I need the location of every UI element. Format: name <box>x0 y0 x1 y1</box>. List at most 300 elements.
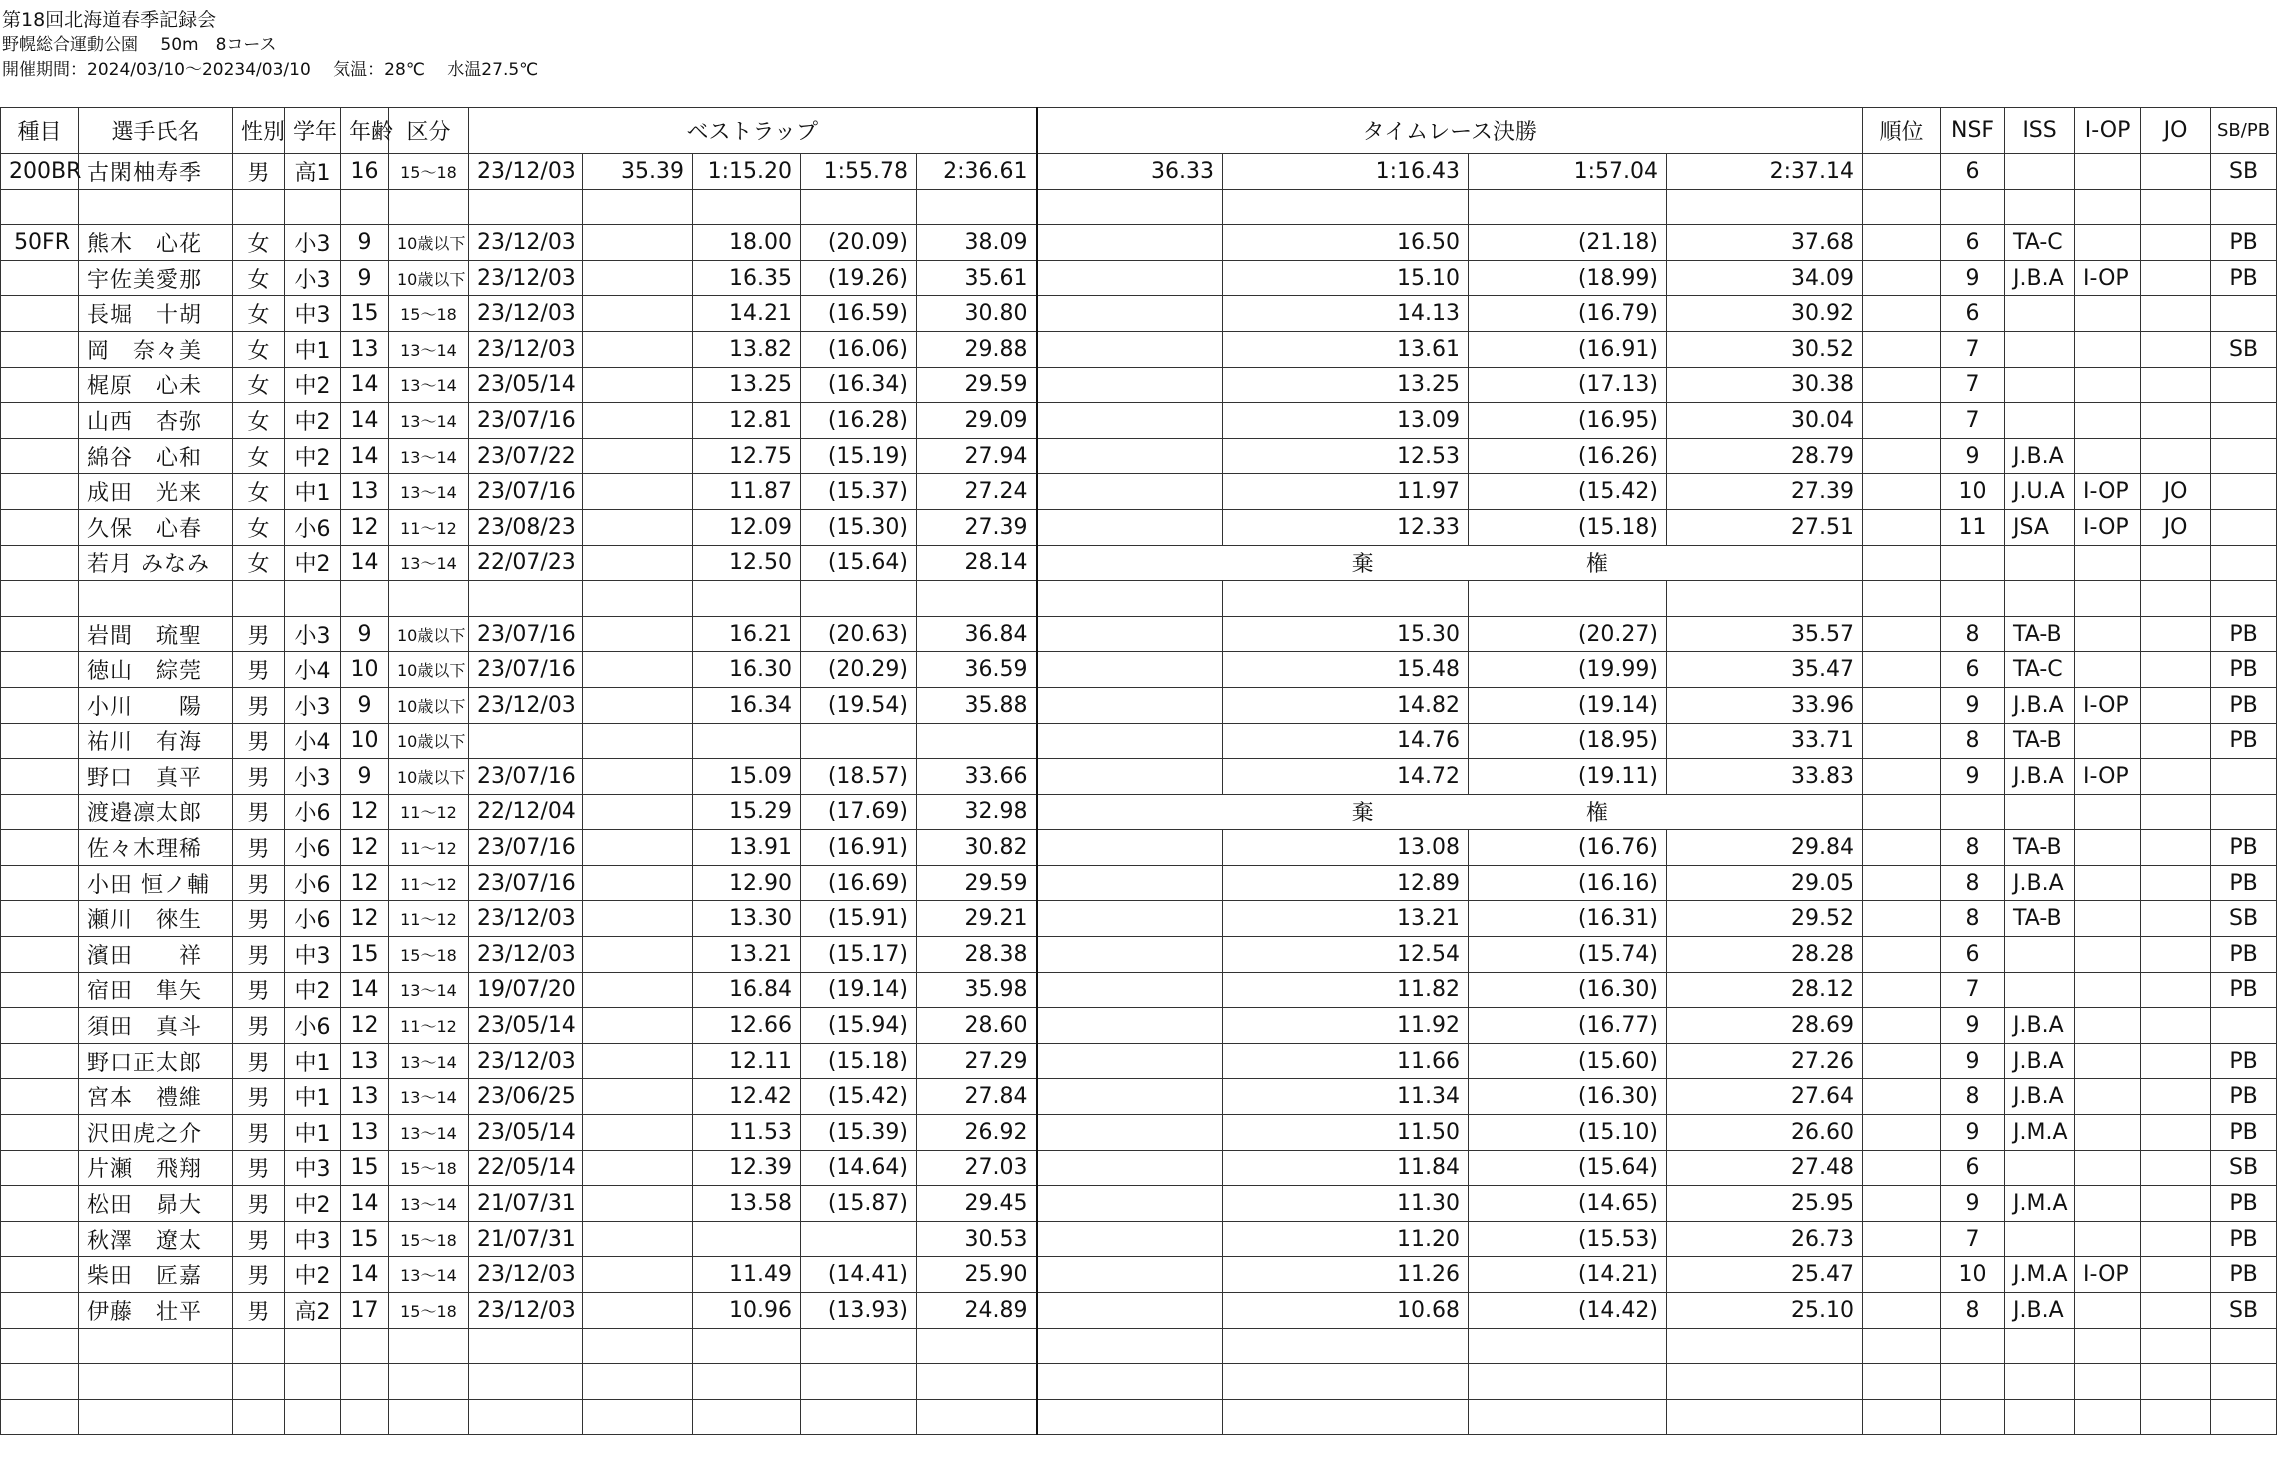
empty-cell <box>341 1364 389 1400</box>
race-split-3-cell: (16.30) <box>1469 1079 1667 1115</box>
event-cell <box>1 937 79 973</box>
empty-cell <box>1037 189 1223 225</box>
class-cell: 15～18 <box>389 154 469 190</box>
empty-cell <box>917 581 1037 617</box>
sex-cell: 男 <box>233 759 285 795</box>
sex-cell: 女 <box>233 367 285 403</box>
iop-cell <box>2075 1221 2141 1257</box>
nsf-cell: 6 <box>1941 154 2005 190</box>
race-split-2-cell: 15.30 <box>1223 616 1469 652</box>
grade-cell: 小6 <box>285 865 341 901</box>
best-lap-2-cell <box>693 723 801 759</box>
race-split-3-cell: (15.18) <box>1469 509 1667 545</box>
class-cell: 13～14 <box>389 403 469 439</box>
empty-cell <box>233 1364 285 1400</box>
sex-cell: 男 <box>233 1293 285 1329</box>
race-split-3-cell: (16.30) <box>1469 972 1667 1008</box>
sbpb-cell <box>2211 1008 2277 1044</box>
empty-cell <box>2005 1364 2075 1400</box>
sex-cell: 男 <box>233 1008 285 1044</box>
table-row <box>1 616 2277 652</box>
sbpb-cell: SB <box>2211 331 2277 367</box>
best-date-cell: 23/12/03 <box>469 331 583 367</box>
best-date-cell: 23/05/14 <box>469 1115 583 1151</box>
age-cell: 14 <box>341 1186 389 1222</box>
iop-cell <box>2075 545 2141 581</box>
grade-cell: 小6 <box>285 1008 341 1044</box>
race-split-1-cell <box>1037 865 1223 901</box>
sbpb-cell: PB <box>2211 1115 2277 1151</box>
nsf-cell: 9 <box>1941 438 2005 474</box>
best-lap-4-cell: 28.38 <box>917 937 1037 973</box>
empty-cell <box>2075 1328 2141 1364</box>
empty-cell <box>1 581 79 617</box>
sbpb-cell: PB <box>2211 225 2277 261</box>
best-lap-2-cell: 13.82 <box>693 331 801 367</box>
event-cell <box>1 367 79 403</box>
best-lap-4-cell: 32.98 <box>917 794 1037 830</box>
iss-cell <box>2005 154 2075 190</box>
table-row <box>1 1221 2277 1257</box>
empty-cell <box>389 189 469 225</box>
rank-cell <box>1863 1079 1941 1115</box>
nsf-cell: 9 <box>1941 260 2005 296</box>
empty-cell <box>1223 1364 1469 1400</box>
race-split-2-cell: 14.76 <box>1223 723 1469 759</box>
empty-cell <box>1469 581 1667 617</box>
iss-cell <box>2005 331 2075 367</box>
best-date-cell: 23/05/14 <box>469 367 583 403</box>
sbpb-cell: PB <box>2211 616 2277 652</box>
event-cell <box>1 1079 79 1115</box>
table-row <box>1 830 2277 866</box>
nsf-cell: 8 <box>1941 830 2005 866</box>
age-cell: 12 <box>341 509 389 545</box>
table-row <box>1 759 2277 795</box>
best-lap-2-cell: 13.25 <box>693 367 801 403</box>
best-lap-3-cell: 1:55.78 <box>801 154 917 190</box>
best-lap-4-cell: 28.14 <box>917 545 1037 581</box>
name-cell: 野口 真平 <box>79 759 233 795</box>
best-lap-1-cell <box>583 367 693 403</box>
rank-cell <box>1863 545 1941 581</box>
iss-cell: J.B.A <box>2005 260 2075 296</box>
sex-cell: 女 <box>233 331 285 367</box>
event-cell <box>1 1115 79 1151</box>
best-lap-2-cell: 11.53 <box>693 1115 801 1151</box>
jo-cell <box>2141 865 2211 901</box>
best-lap-3-cell: (20.09) <box>801 225 917 261</box>
sex-cell: 女 <box>233 225 285 261</box>
empty-cell <box>1863 1328 1941 1364</box>
iss-cell <box>2005 403 2075 439</box>
empty-cell <box>79 1364 233 1400</box>
rank-cell <box>1863 1186 1941 1222</box>
rank-cell <box>1863 937 1941 973</box>
event-cell <box>1 331 79 367</box>
event-cell <box>1 438 79 474</box>
best-lap-4-cell: 36.59 <box>917 652 1037 688</box>
race-split-1-cell <box>1037 1257 1223 1293</box>
empty-cell <box>1667 1399 1863 1435</box>
best-lap-4-cell: 38.09 <box>917 225 1037 261</box>
iss-cell: J.M.A <box>2005 1186 2075 1222</box>
best-lap-2-cell: 18.00 <box>693 225 801 261</box>
best-lap-3-cell: (14.64) <box>801 1150 917 1186</box>
empty-cell <box>801 581 917 617</box>
nsf-cell: 8 <box>1941 616 2005 652</box>
class-cell: 13～14 <box>389 1186 469 1222</box>
age-cell: 14 <box>341 367 389 403</box>
jo-cell <box>2141 723 2211 759</box>
empty-cell <box>2141 581 2211 617</box>
best-date-cell: 23/07/16 <box>469 403 583 439</box>
best-lap-1-cell <box>583 1221 693 1257</box>
empty-cell <box>1223 581 1469 617</box>
race-split-4-cell: 25.95 <box>1667 1186 1863 1222</box>
race-split-4-cell: 28.12 <box>1667 972 1863 1008</box>
race-split-3-cell: (16.79) <box>1469 296 1667 332</box>
race-split-4-cell: 28.69 <box>1667 1008 1863 1044</box>
table-row <box>1 331 2277 367</box>
race-split-1-cell <box>1037 438 1223 474</box>
grade-cell: 小3 <box>285 260 341 296</box>
class-cell: 13～14 <box>389 367 469 403</box>
race-split-3-cell: (16.76) <box>1469 830 1667 866</box>
age-cell: 15 <box>341 1221 389 1257</box>
age-cell: 9 <box>341 687 389 723</box>
best-date-cell: 23/12/03 <box>469 937 583 973</box>
empty-cell <box>1667 1364 1863 1400</box>
nsf-cell: 7 <box>1941 403 2005 439</box>
grade-cell: 小6 <box>285 830 341 866</box>
class-cell: 15～18 <box>389 1293 469 1329</box>
sex-cell: 女 <box>233 545 285 581</box>
jo-cell <box>2141 1043 2211 1079</box>
sex-cell: 男 <box>233 1150 285 1186</box>
race-split-1-cell <box>1037 1150 1223 1186</box>
name-cell: 佐々木理稀 <box>79 830 233 866</box>
sbpb-cell <box>2211 367 2277 403</box>
class-cell: 13～14 <box>389 1043 469 1079</box>
best-lap-1-cell <box>583 723 693 759</box>
best-lap-1-cell <box>583 616 693 652</box>
sex-cell: 男 <box>233 830 285 866</box>
race-split-4-cell: 35.57 <box>1667 616 1863 652</box>
best-lap-3-cell: (15.18) <box>801 1043 917 1079</box>
rank-cell <box>1863 794 1941 830</box>
table-row <box>1 652 2277 688</box>
iss-cell: TA-C <box>2005 225 2075 261</box>
class-cell: 13～14 <box>389 1115 469 1151</box>
rank-cell <box>1863 1115 1941 1151</box>
table-row <box>1 260 2277 296</box>
class-cell: 15～18 <box>389 296 469 332</box>
race-split-2-cell: 13.09 <box>1223 403 1469 439</box>
age-cell: 13 <box>341 1115 389 1151</box>
empty-cell <box>583 1328 693 1364</box>
col-sex: 性別 <box>233 108 285 154</box>
jo-cell <box>2141 1079 2211 1115</box>
race-split-1-cell <box>1037 901 1223 937</box>
name-cell: 綿谷 心和 <box>79 438 233 474</box>
nsf-cell: 10 <box>1941 1257 2005 1293</box>
iss-cell: TA-B <box>2005 616 2075 652</box>
best-lap-1-cell <box>583 1186 693 1222</box>
jo-cell <box>2141 652 2211 688</box>
empty-cell <box>693 189 801 225</box>
empty-cell <box>693 581 801 617</box>
nsf-cell: 8 <box>1941 901 2005 937</box>
iss-cell <box>2005 296 2075 332</box>
rank-cell <box>1863 830 1941 866</box>
class-cell: 13～14 <box>389 972 469 1008</box>
empty-cell <box>801 1399 917 1435</box>
race-split-1-cell <box>1037 972 1223 1008</box>
class-cell: 11～12 <box>389 901 469 937</box>
nsf-cell: 9 <box>1941 759 2005 795</box>
best-lap-2-cell: 1:15.20 <box>693 154 801 190</box>
name-cell: 山西 杏弥 <box>79 403 233 439</box>
empty-cell <box>1667 581 1863 617</box>
iop-cell <box>2075 830 2141 866</box>
empty-cell <box>233 1328 285 1364</box>
empty-cell <box>1941 1399 2005 1435</box>
sbpb-cell <box>2211 759 2277 795</box>
empty-cell <box>1037 1328 1223 1364</box>
race-split-2-cell: 11.82 <box>1223 972 1469 1008</box>
race-split-2-cell: 11.26 <box>1223 1257 1469 1293</box>
name-cell: 岡 奈々美 <box>79 331 233 367</box>
best-lap-3-cell: (16.69) <box>801 865 917 901</box>
jo-cell <box>2141 438 2211 474</box>
class-cell: 11～12 <box>389 830 469 866</box>
best-date-cell: 23/07/16 <box>469 830 583 866</box>
best-lap-2-cell: 12.75 <box>693 438 801 474</box>
empty-cell <box>469 189 583 225</box>
sex-cell: 男 <box>233 794 285 830</box>
empty-cell <box>1667 189 1863 225</box>
race-split-3-cell: (21.18) <box>1469 225 1667 261</box>
sex-cell: 男 <box>233 154 285 190</box>
iss-cell <box>2005 937 2075 973</box>
race-split-3-cell: (16.31) <box>1469 901 1667 937</box>
sbpb-cell: PB <box>2211 1079 2277 1115</box>
col-event: 種目 <box>1 108 79 154</box>
best-lap-1-cell <box>583 830 693 866</box>
empty-cell <box>1 1399 79 1435</box>
best-lap-2-cell: 12.39 <box>693 1150 801 1186</box>
age-cell: 12 <box>341 830 389 866</box>
jo-cell <box>2141 1293 2211 1329</box>
name-cell: 宇佐美愛那 <box>79 260 233 296</box>
empty-cell <box>2005 1399 2075 1435</box>
table-row <box>1 545 2277 581</box>
best-lap-1-cell <box>583 1043 693 1079</box>
event-cell <box>1 474 79 510</box>
class-cell: 15～18 <box>389 1150 469 1186</box>
event-cell <box>1 616 79 652</box>
iop-cell: I-OP <box>2075 1257 2141 1293</box>
race-split-3-cell: (16.26) <box>1469 438 1667 474</box>
sex-cell: 男 <box>233 723 285 759</box>
empty-cell <box>2141 1364 2211 1400</box>
rank-cell <box>1863 438 1941 474</box>
empty-cell <box>341 1328 389 1364</box>
iss-cell: J.B.A <box>2005 1043 2075 1079</box>
best-date-cell: 19/07/20 <box>469 972 583 1008</box>
race-split-4-cell: 34.09 <box>1667 260 1863 296</box>
empty-cell <box>693 1364 801 1400</box>
race-split-4-cell: 35.47 <box>1667 652 1863 688</box>
event-cell <box>1 545 79 581</box>
best-lap-1-cell <box>583 901 693 937</box>
nsf-cell: 9 <box>1941 1186 2005 1222</box>
race-split-1-cell <box>1037 331 1223 367</box>
nsf-cell: 7 <box>1941 367 2005 403</box>
best-lap-1-cell <box>583 474 693 510</box>
jo-cell <box>2141 403 2211 439</box>
sex-cell: 男 <box>233 937 285 973</box>
age-cell: 12 <box>341 1008 389 1044</box>
venue-line: 野幌総合運動公園 50m 8コース <box>2 35 277 55</box>
rank-cell <box>1863 367 1941 403</box>
age-cell: 15 <box>341 1150 389 1186</box>
iss-cell: TA-B <box>2005 723 2075 759</box>
grade-cell: 中2 <box>285 403 341 439</box>
best-lap-1-cell <box>583 1008 693 1044</box>
race-split-4-cell: 29.84 <box>1667 830 1863 866</box>
rank-cell <box>1863 1043 1941 1079</box>
empty-cell <box>801 189 917 225</box>
empty-cell <box>801 1328 917 1364</box>
empty-cell <box>2075 189 2141 225</box>
sbpb-cell <box>2211 509 2277 545</box>
iop-cell <box>2075 652 2141 688</box>
class-cell: 11～12 <box>389 865 469 901</box>
empty-cell <box>2211 1328 2277 1364</box>
nsf-cell: 6 <box>1941 937 2005 973</box>
event-cell <box>1 1257 79 1293</box>
race-split-3-cell: (15.53) <box>1469 1221 1667 1257</box>
age-cell: 13 <box>341 1079 389 1115</box>
best-lap-2-cell: 16.35 <box>693 260 801 296</box>
grade-cell: 中3 <box>285 1150 341 1186</box>
iss-cell <box>2005 972 2075 1008</box>
empty-cell <box>2211 189 2277 225</box>
best-lap-3-cell: (20.63) <box>801 616 917 652</box>
table-row <box>1 403 2277 439</box>
grade-cell: 中2 <box>285 1186 341 1222</box>
race-split-3-cell: (15.10) <box>1469 1115 1667 1151</box>
race-split-4-cell: 29.52 <box>1667 901 1863 937</box>
event-cell <box>1 1186 79 1222</box>
age-cell: 17 <box>341 1293 389 1329</box>
iop-cell <box>2075 865 2141 901</box>
sbpb-cell: PB <box>2211 1221 2277 1257</box>
name-cell: 野口正太郎 <box>79 1043 233 1079</box>
empty-cell <box>1667 1328 1863 1364</box>
event-cell <box>1 652 79 688</box>
name-cell: 久保 心春 <box>79 509 233 545</box>
table-row <box>1 1293 2277 1329</box>
table-row <box>1 1115 2277 1151</box>
rank-cell <box>1863 260 1941 296</box>
iop-cell <box>2075 403 2141 439</box>
grade-cell: 中3 <box>285 296 341 332</box>
empty-cell <box>1037 1399 1223 1435</box>
race-split-2-cell: 13.08 <box>1223 830 1469 866</box>
race-split-3-cell: (16.16) <box>1469 865 1667 901</box>
nsf-cell: 8 <box>1941 865 2005 901</box>
table-row <box>1 1186 2277 1222</box>
best-lap-1-cell <box>583 509 693 545</box>
nsf-cell <box>1941 545 2005 581</box>
grade-cell: 中3 <box>285 937 341 973</box>
best-lap-1-cell <box>583 865 693 901</box>
iop-cell <box>2075 1008 2141 1044</box>
empty-cell <box>1223 1328 1469 1364</box>
rank-cell <box>1863 474 1941 510</box>
race-split-4-cell: 30.52 <box>1667 331 1863 367</box>
event-cell <box>1 1043 79 1079</box>
best-date-cell: 23/12/03 <box>469 225 583 261</box>
best-lap-3-cell: (20.29) <box>801 652 917 688</box>
withdrawn-cell <box>1037 794 1863 830</box>
best-date-cell: 23/12/03 <box>469 260 583 296</box>
col-best-lap: ベストラップ <box>469 108 1037 154</box>
empty-cell <box>1941 1328 2005 1364</box>
iss-cell: J.M.A <box>2005 1257 2075 1293</box>
best-lap-2-cell: 12.50 <box>693 545 801 581</box>
jo-cell <box>2141 901 2211 937</box>
empty-cell <box>79 581 233 617</box>
best-lap-1-cell <box>583 1150 693 1186</box>
table-row <box>1 296 2277 332</box>
iop-cell <box>2075 901 2141 937</box>
table-row <box>1 1008 2277 1044</box>
best-lap-4-cell: 27.94 <box>917 438 1037 474</box>
rank-cell <box>1863 296 1941 332</box>
sex-cell: 女 <box>233 403 285 439</box>
event-cell <box>1 901 79 937</box>
table-row <box>1 687 2277 723</box>
sbpb-cell <box>2211 296 2277 332</box>
jo-cell: JO <box>2141 474 2211 510</box>
race-split-1-cell <box>1037 403 1223 439</box>
col-grade: 学年 <box>285 108 341 154</box>
empty-cell <box>285 1364 341 1400</box>
meet-title: 第18回北海道春季記録会 <box>2 9 217 31</box>
best-lap-4-cell: 27.29 <box>917 1043 1037 1079</box>
race-split-4-cell: 26.73 <box>1667 1221 1863 1257</box>
table-row <box>1 972 2277 1008</box>
race-split-4-cell: 27.48 <box>1667 1150 1863 1186</box>
jo-cell <box>2141 1221 2211 1257</box>
best-lap-4-cell: 29.21 <box>917 901 1037 937</box>
class-cell: 11～12 <box>389 794 469 830</box>
race-split-4-cell: 30.38 <box>1667 367 1863 403</box>
race-split-2-cell: 14.82 <box>1223 687 1469 723</box>
event-cell <box>1 759 79 795</box>
best-date-cell: 23/07/16 <box>469 865 583 901</box>
sex-cell: 男 <box>233 1115 285 1151</box>
best-lap-2-cell <box>693 1221 801 1257</box>
race-split-3-cell: (15.64) <box>1469 1150 1667 1186</box>
best-lap-4-cell: 35.88 <box>917 687 1037 723</box>
nsf-cell: 7 <box>1941 1221 2005 1257</box>
rank-cell <box>1863 1221 1941 1257</box>
